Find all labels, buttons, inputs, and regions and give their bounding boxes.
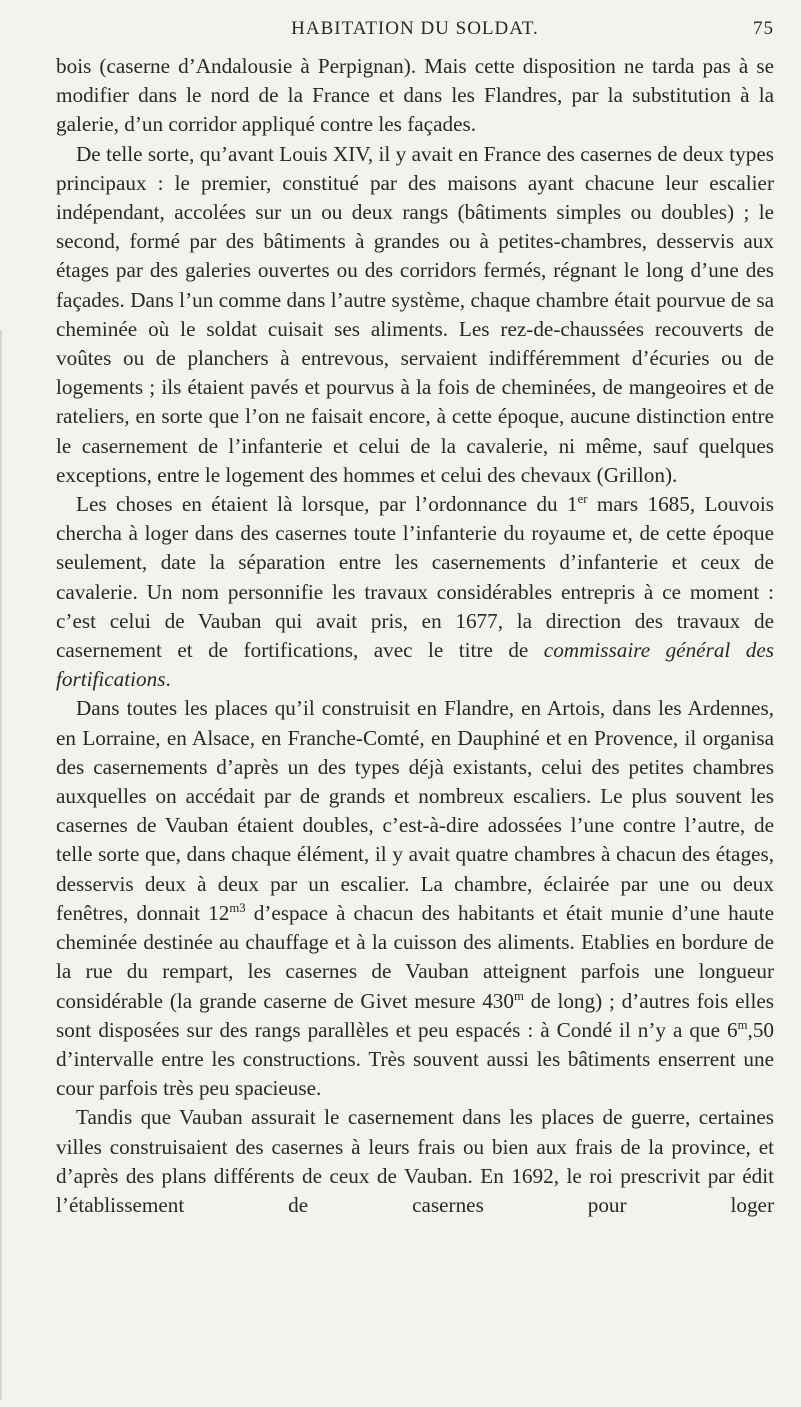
page-edge-shadow xyxy=(0,330,2,1400)
paragraph-4-text-c: de long) ; d’autres fois elles sont disposées sur des rangs parallèles et peu espacés : à Condé il n’y a que 6 xyxy=(56,988,774,1042)
paragraph-3-text-c: . xyxy=(165,667,171,692)
superscript-er: er xyxy=(577,491,588,506)
paragraph-3-text-a: Les choses en étaient là lorsque, par l’ordonnance du 1 xyxy=(76,492,578,517)
paragraph-4-text-b: d’espace à chacun des habitants et était munie d’une haute cheminée destinée au chauffage et à la cuisson des aliments. Etablies en bordure de la rue du rempart, les casernes de Vauban atteignent parfois une longueur considérable (la grande caserne de Givet mesure 430 xyxy=(56,900,774,1013)
book-page xyxy=(56,18,774,1220)
paragraph-4 xyxy=(56,694,774,1103)
body-text xyxy=(56,52,774,1220)
paragraph-5: Tandis que Vauban assurait le casernement dans les places de guerre, certaines villes construisaient des casernes à leurs frais ou bien aux frais de la province, et d’après des plans différents de ceux de Vauban. En 1692, le roi prescrivit par édit l’établissement de casernes pour loger xyxy=(56,1105,774,1217)
italic-title: commissaire général des fortifications xyxy=(56,638,774,692)
running-title: HABITATION DU SOLDAT. xyxy=(291,18,539,39)
paragraph-4-text-a: Dans toutes les places qu’il construisit en Flandre, en Artois, dans les Ardennes, en Lorraine, en Alsace, en Franche-Comté, en Dauphiné et en Provence, il organisa des casernements d’après un des types déjà existants, celui des petites chambres auxquelles on accédait par de grands et nombreux escaliers. Le plus souvent les casernes de Vauban étaient doubles, c’est-à-dire adossées l’une contre l’autre, de telle sorte que, dans chaque élément, il y avait quatre chambres à chacun des étages, desservis deux à deux par un escalier. La chambre, éclairée par une ou deux fenêtres, donnait 12 xyxy=(56,696,774,925)
paragraph-2: De telle sorte, qu’avant Louis XIV, il y avait en France des casernes de deux types principaux : le premier, constitué par des maisons ayant chacune leur escalier indépendant, accolées sur un ou deux rangs (bâtiments simples ou doubles) ; le second, formé par des bâtiments à grandes ou à petites-chambres, desservis aux étages par des galeries ouvertes ou des corridors fermés, régnant le long d’une des façades. Dans l’un comme dans l’autre système, chaque chambre était pourvue de sa cheminée où le soldat cuisait ses aliments. Les rez-de-chaussées recouverts de voûtes ou de planchers à entrevous, servaient indifféremment d’écuries ou de logements ; ils étaient pavés et pourvus à la fois de cheminées, de mangeoires et de rateliers, en sorte que l’on ne faisait encore, à cette époque, aucune distinction entre le casernement de l’infanterie et celui de la cavalerie, ni même, sauf quelques exceptions, entre le logement des hommes et celui des chevaux (Grillon). xyxy=(56,141,774,487)
superscript-m3: m3 xyxy=(229,900,246,915)
superscript-m-2: m xyxy=(737,1017,748,1032)
superscript-m-1: m xyxy=(514,988,524,1003)
paragraph-3-text-b: mars 1685, Louvois chercha à loger dans des casernes toute l’infanterie du royaume et, de cette époque seulement, date la séparation entre les casernements d’infanterie et ceux de cavalerie. Un nom personnifie les travaux considérables entrepris à ce moment : c’est celui de Vauban qui avait pris, en 1677, la direction des travaux de casernement et de fortifications, avec le titre de xyxy=(56,492,774,663)
paragraph-4-text-d: ,50 d’intervalle entre les constructions. Très souvent aussi les bâtiments enserrent une cour parfois très peu spacieuse. xyxy=(56,1017,774,1101)
paragraph-3 xyxy=(56,490,774,694)
page-number: 75 xyxy=(753,18,774,39)
paragraph-1: bois (caserne d’Andalousie à Perpignan). Mais cette disposition ne tarda pas à se modifier dans le nord de la France et dans les Flandres, par la substitution à la galerie, d’un corridor appliqué contre les façades. xyxy=(56,54,774,137)
running-header xyxy=(56,18,774,48)
